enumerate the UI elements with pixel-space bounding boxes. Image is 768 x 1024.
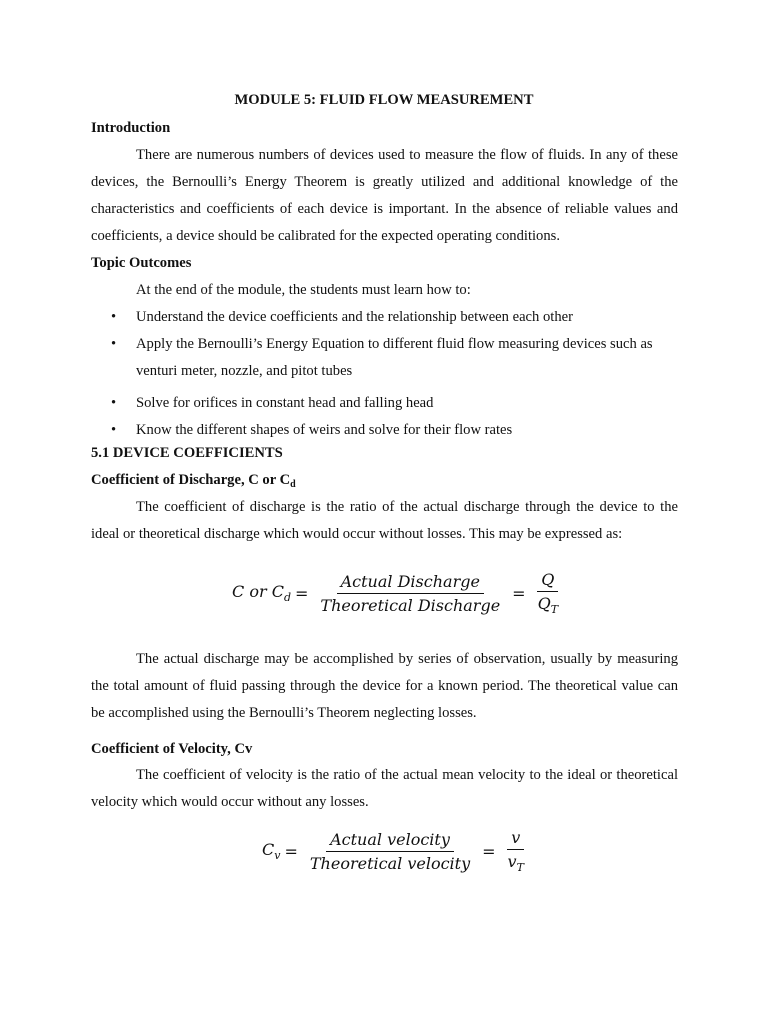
introduction-heading: Introduction bbox=[91, 120, 171, 136]
discharge-paragraph bbox=[91, 494, 678, 548]
discharge-after-text: The actual discharge may be accomplished by series of observation, usually by measuring the total amount of fluid passing through the device for a known period. The theoretical value can be accomplished using the Bernoulli’s Theorem neglecting losses. bbox=[91, 651, 678, 721]
fraction-denominator: Theoretical velocity bbox=[309, 853, 471, 873]
outcome-text: Understand the device coefficients and the relationship between each other bbox=[136, 309, 573, 325]
equals-sign: = bbox=[294, 583, 309, 603]
outcome-item-1 bbox=[91, 304, 681, 331]
discharge-heading-subscript: d bbox=[290, 479, 296, 490]
equation-lhs-subscript: v bbox=[274, 849, 281, 862]
introduction-paragraph bbox=[91, 142, 678, 250]
section-heading-device-coefficients: 5.1 DEVICE COEFFICIENTS bbox=[91, 445, 283, 461]
outcome-text: Solve for orifices in constant head and falling head bbox=[136, 395, 434, 411]
equation-lhs-subscript: d bbox=[283, 591, 291, 604]
velocity-heading: Coefficient of Velocity, Cv bbox=[91, 741, 253, 757]
equation-lhs bbox=[262, 840, 280, 862]
equals-sign: = bbox=[512, 583, 526, 603]
fraction-denominator-text: v bbox=[507, 852, 517, 871]
equation-lhs-text: C bbox=[262, 840, 275, 859]
fraction-numerator: Actual Discharge bbox=[337, 572, 484, 594]
fraction-denominator bbox=[534, 592, 562, 616]
bullet-icon: • bbox=[111, 336, 117, 352]
discharge-heading-text: Coefficient of Discharge, C or C bbox=[91, 472, 291, 488]
discharge-text: The coefficient of discharge is the ratio of the actual discharge through the device to the ideal or theoretical discharge which would occur without losses. This may be expressed as: bbox=[91, 499, 678, 542]
outcomes-list bbox=[91, 304, 681, 444]
equation-lhs bbox=[232, 582, 291, 604]
outcome-text: Apply the Bernoulli’s Energy Equation to different fluid flow measuring devices such as venturi meter, nozzle, and pitot tubes bbox=[136, 336, 653, 379]
topic-outcomes-lead-text: At the end of the module, the students must learn how to: bbox=[136, 282, 471, 298]
discharge-fraction bbox=[316, 572, 504, 615]
outcome-item-4 bbox=[91, 417, 681, 444]
equals-sign: = bbox=[482, 841, 496, 861]
v-fraction bbox=[504, 828, 528, 874]
outcome-text: Know the different shapes of weirs and solve for their flow rates bbox=[136, 422, 513, 438]
fraction-denominator: Theoretical Discharge bbox=[320, 595, 501, 615]
fraction-denominator-subscript: T bbox=[550, 603, 559, 616]
topic-outcomes-heading: Topic Outcomes bbox=[91, 255, 192, 271]
fraction-numerator: Q bbox=[537, 570, 558, 592]
velocity-equation bbox=[262, 828, 532, 874]
topic-outcomes-lead bbox=[91, 277, 678, 304]
velocity-paragraph bbox=[91, 762, 678, 816]
fraction-denominator bbox=[504, 850, 528, 874]
discharge-heading bbox=[91, 472, 296, 490]
fraction-numerator: Actual velocity bbox=[326, 830, 454, 852]
q-fraction bbox=[534, 570, 562, 616]
discharge-after-paragraph bbox=[91, 646, 678, 727]
velocity-fraction bbox=[306, 830, 474, 873]
fraction-numerator: v bbox=[507, 828, 524, 850]
equals-sign: = bbox=[284, 841, 298, 861]
page-title: MODULE 5: FLUID FLOW MEASUREMENT bbox=[234, 92, 534, 108]
introduction-text: There are numerous numbers of devices used to measure the flow of fluids. In any of these devices, the Bernoulli’s Energy Theorem is greatly utilized and additional knowledge of the characteristics and coefficients of each device is important. In the absence of reliable values and coefficients, a device should be calibrated for the expected operating conditions. bbox=[91, 147, 678, 244]
discharge-equation bbox=[232, 570, 566, 616]
bullet-icon: • bbox=[111, 422, 117, 438]
outcome-item-2 bbox=[91, 331, 681, 385]
bullet-icon: • bbox=[111, 395, 117, 411]
fraction-denominator-subscript: T bbox=[516, 861, 524, 874]
fraction-denominator-text: Q bbox=[537, 594, 551, 613]
equation-lhs-text: C or C bbox=[232, 582, 284, 601]
outcome-item-3 bbox=[91, 390, 681, 417]
velocity-text: The coefficient of velocity is the ratio of the actual mean velocity to the ideal or theoretical velocity which would occur without any losses. bbox=[91, 767, 678, 810]
bullet-icon: • bbox=[111, 309, 117, 325]
